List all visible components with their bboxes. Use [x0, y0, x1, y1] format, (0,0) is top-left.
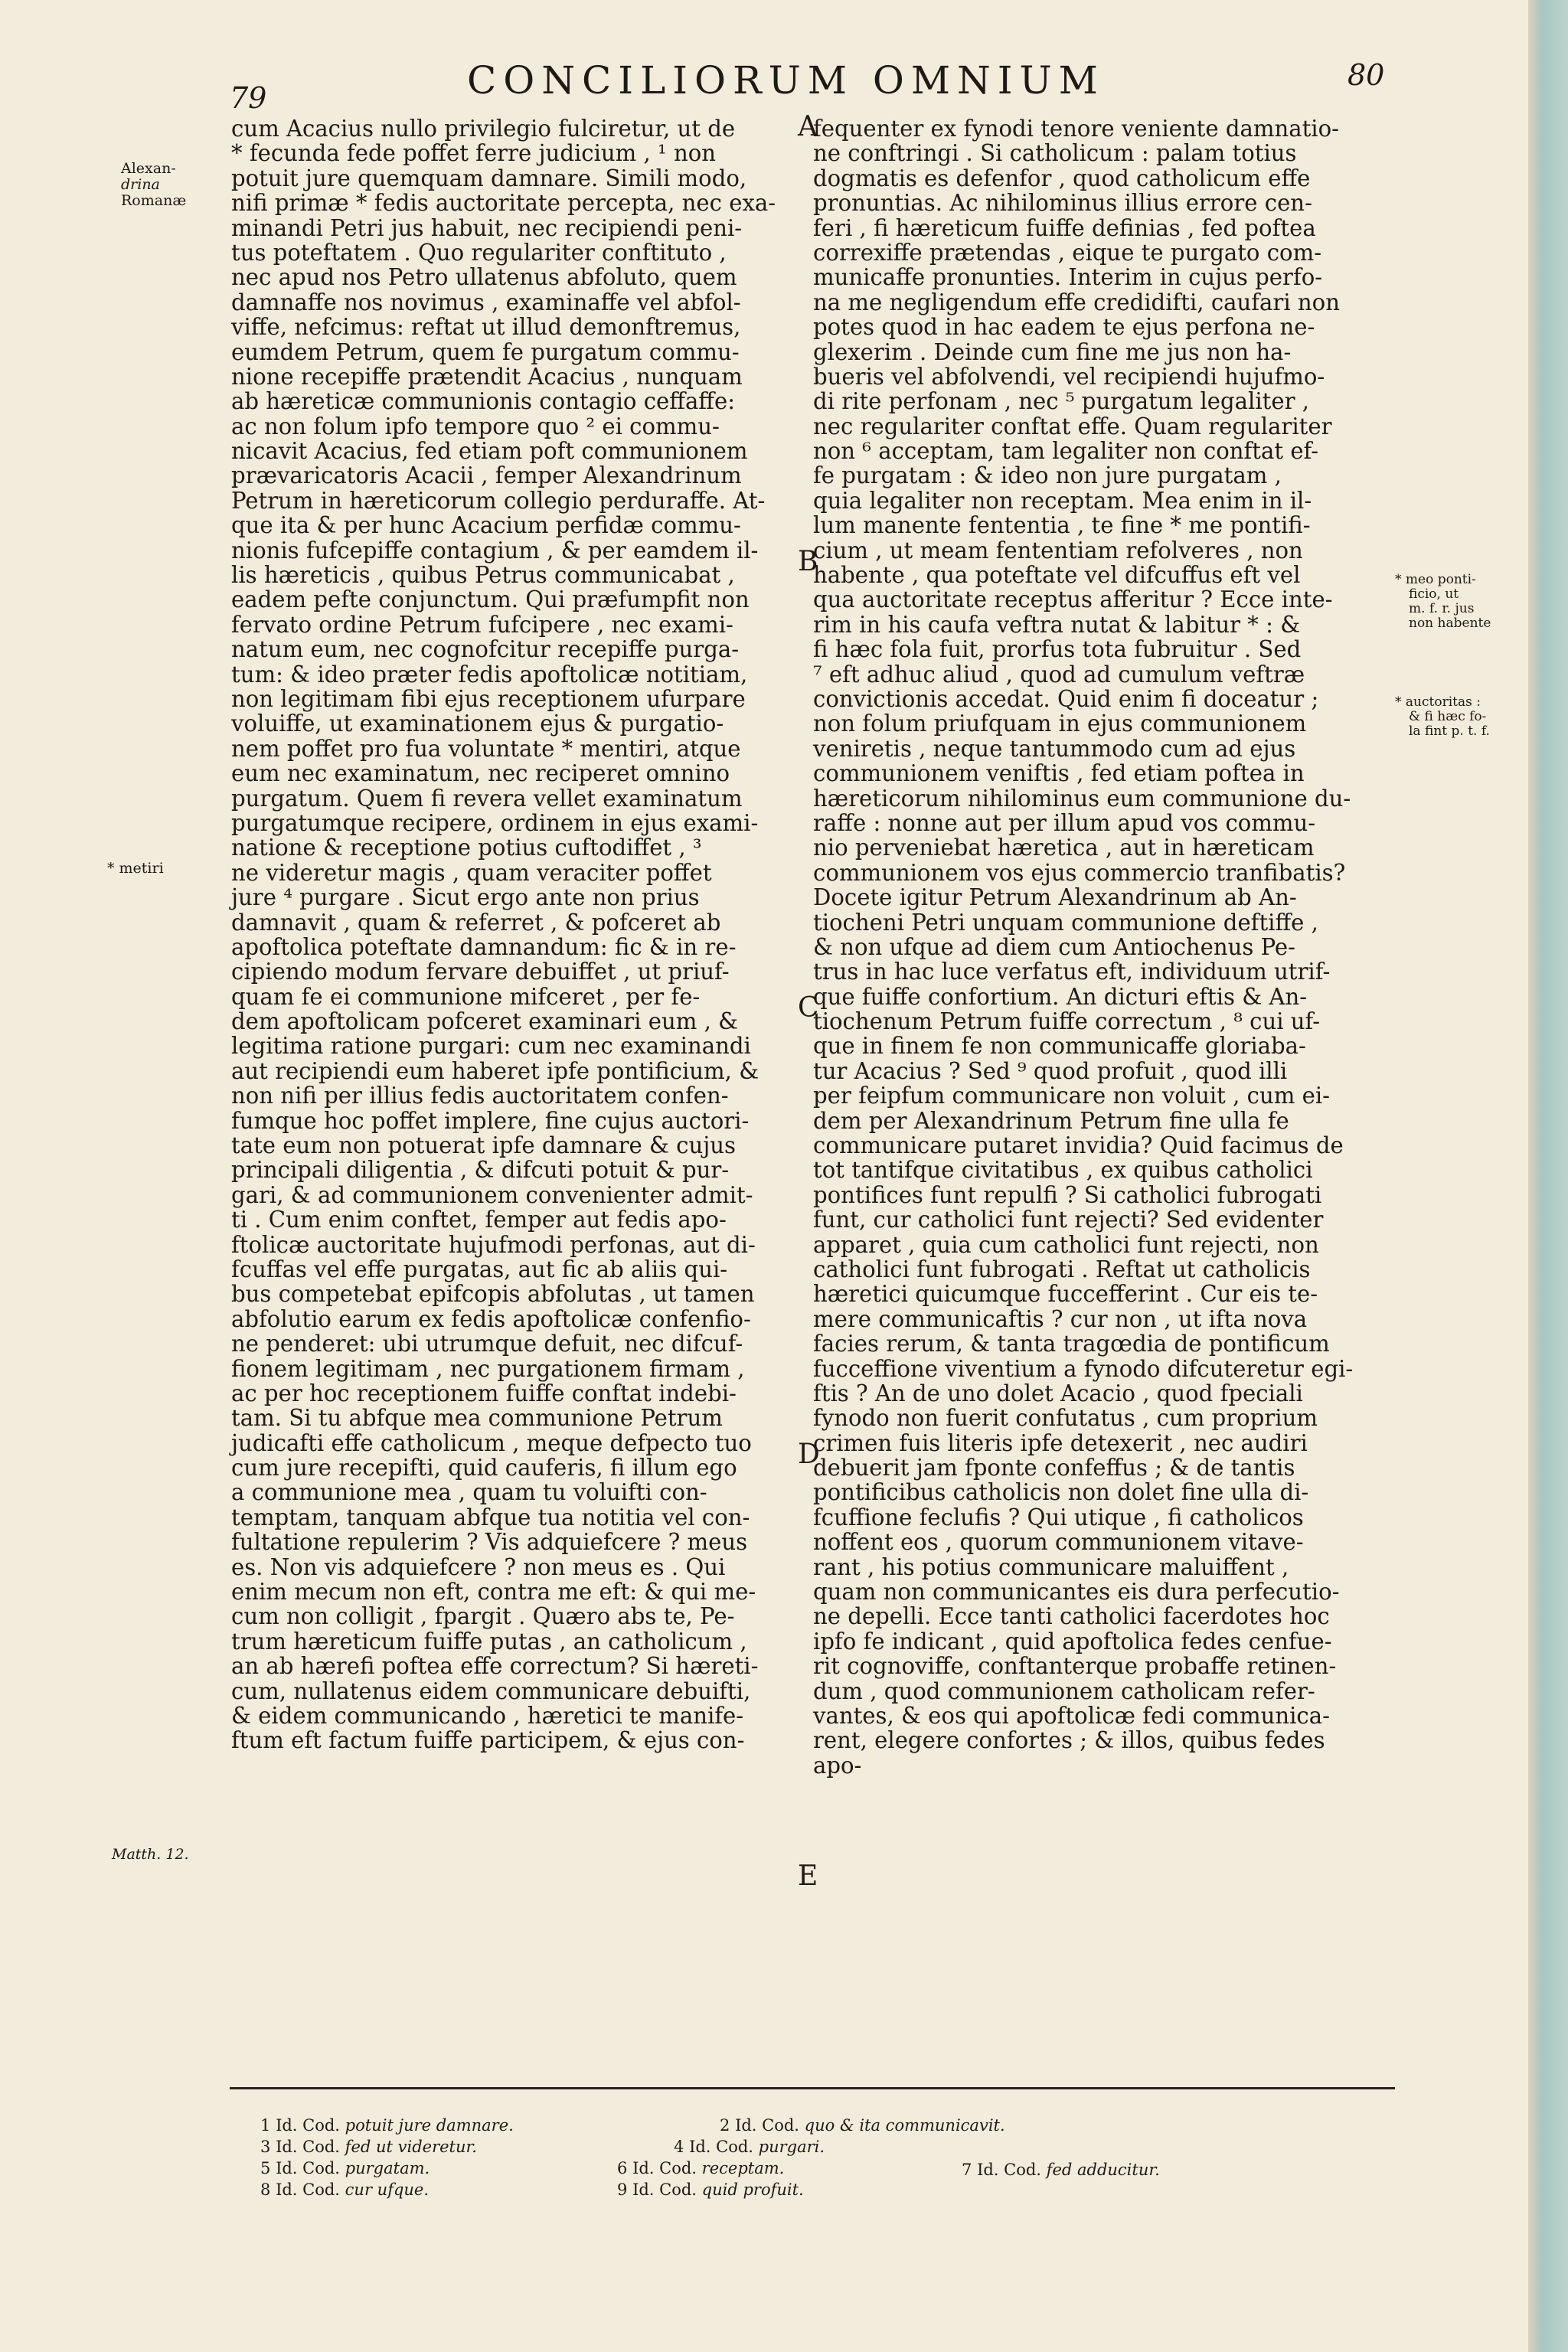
footnote-number: 9 — [617, 2180, 628, 2199]
margin-note-meo — [1395, 573, 1491, 631]
text-line: cum jure recepifti, quid cauferis, fi illum ego — [231, 1455, 737, 1481]
text-line: cum non colligit , fpargit . Quæro abs te, Pe- — [231, 1603, 735, 1630]
footnote-number: 1 — [260, 2116, 271, 2135]
footnote-number: 4 — [674, 2138, 684, 2156]
text-line: quam non communicantes eis dura perfecutio- — [813, 1579, 1340, 1606]
footnote-5 — [260, 2159, 430, 2177]
text-line: correxiffe prætendas , eique te purgato com- — [813, 239, 1322, 266]
section-marker-d: D — [798, 1439, 820, 1470]
text-line: cum Acacius nullo privilegio fulciretur, ut de — [231, 116, 736, 142]
text-line: damnaffe nos novimus , examinaffe vel abfol- — [231, 289, 741, 315]
text-line: eadem pefte conjunctum. Qui præfumpfit non — [231, 586, 750, 613]
text-line: tus poteftatem . Quo regulariter conftituto , — [231, 239, 727, 266]
text-line: fynodo non fuerit confutatus , cum proprium — [813, 1405, 1318, 1432]
text-line: bueris vel abfolvendi, vel recipiendi hujufmo- — [813, 363, 1325, 390]
footnote-label: Id. Cod. — [276, 2159, 340, 2177]
margin-note-line: la fint p. t. f. — [1409, 724, 1490, 739]
text-line: tam. Si tu abfque mea communione Petrum — [231, 1405, 723, 1432]
text-line: trus in hac luce verfatus eft, individuum utrif- — [813, 959, 1331, 985]
text-line: tiocheni Petri unquam communione deftiffe , — [813, 909, 1318, 936]
footnote-label: Id. Cod. — [632, 2159, 697, 2177]
text-line: eumdem Petrum, quem fe purgatum commu- — [231, 338, 740, 365]
text-line: es. Non vis adquiefcere ? non meus es . Qui — [231, 1553, 726, 1580]
text-line: nec regulariter conftat effe. Quam regulariter — [813, 413, 1332, 439]
text-line: communicare putaret invidia? Quid facimus de — [813, 1132, 1344, 1159]
text-line: fequenter ex fynodi tenore veniente damnatio- — [813, 116, 1339, 142]
text-line: pontifices funt repulfi ? Si catholici fubrogati — [813, 1181, 1322, 1208]
text-line: que in finem fe non communicaffe gloriaba- — [813, 1033, 1306, 1060]
text-line: mere communicaftis ? cur non , ut ifta nova — [813, 1305, 1308, 1332]
text-line: non legitimam fibi ejus receptionem ufurpare — [231, 685, 746, 712]
text-line: per feipfum communicare non voluit , cum ei- — [813, 1083, 1330, 1109]
text-line: judicafti effe catholicum , meque defpecto tuo — [231, 1429, 752, 1456]
text-line: apparet , quia cum catholici funt rejecti, non — [813, 1231, 1319, 1258]
footnote-text: purgari. — [758, 2138, 825, 2156]
footnote-9 — [617, 2180, 804, 2199]
footnote-4 — [674, 2138, 825, 2156]
text-line: temptam, tanquam abfque tua notitia vel con- — [231, 1504, 750, 1530]
text-line: nec apud nos Petro ullatenus abfoluto, quem — [231, 264, 737, 291]
text-line: di rite perfonam , nec ⁵ purgatum legaliter , — [813, 388, 1310, 415]
text-line: jure ⁴ purgare . Sicut ergo ante non prius — [231, 884, 700, 911]
footnote-8 — [260, 2180, 429, 2199]
text-line: dogmatis es defenfor , quod catholicum effe — [813, 165, 1311, 191]
text-line: lis hæreticis , quibus Petrus communicabat , — [231, 562, 735, 589]
margin-note-line: non habente — [1409, 616, 1491, 631]
text-line: quia legaliter non receptam. Mea enim in il- — [813, 487, 1312, 514]
text-line: fcuffione feclufis ? Qui utique , fi catholicos — [813, 1504, 1304, 1530]
text-line: bus competebat epifcopis abfolutas , ut tamen — [231, 1281, 755, 1308]
text-line: prævaricatoris Acacii , femper Alexandrinum — [231, 462, 742, 489]
section-marker-a: A — [798, 111, 818, 142]
margin-note-line: * auctoritas : — [1395, 694, 1481, 710]
margin-note-matth: Matth. 12. — [112, 1846, 189, 1863]
page-number-right: 80 — [1348, 58, 1385, 92]
footnote-3 — [260, 2138, 477, 2156]
text-line: ne conftringi . Si catholicum : palam totius — [813, 140, 1297, 167]
footnote-number: 6 — [617, 2159, 628, 2177]
footnote-text: receptam. — [701, 2159, 785, 2177]
margin-note-line: drina — [121, 176, 160, 193]
margin-note-line: m. f. r. jus — [1409, 601, 1475, 616]
footnote-number: 3 — [260, 2138, 271, 2156]
running-title: CONCILIORUM OMNIUM — [467, 58, 1105, 103]
text-line: catholici funt fubrogati . Reftat ut catholicis — [813, 1256, 1311, 1282]
text-line: a communione mea , quam tu voluifti con- — [231, 1479, 707, 1506]
text-line: apo- — [813, 1752, 862, 1779]
text-line: fucceffione viventium a fynodo difcuteretur egi- — [813, 1355, 1354, 1382]
text-line: enim mecum non eft, contra me eft: & qui me- — [231, 1579, 756, 1606]
text-line: quam fe ei communione mifceret , per fe- — [231, 983, 701, 1010]
text-line: purgatum. Quem fi revera vellet examinatum — [231, 785, 743, 812]
text-line: trum hæreticum fuiffe putas , an catholicum , — [231, 1628, 747, 1655]
text-line: ne videretur magis , quam veraciter poffet — [231, 859, 712, 886]
text-line: que fuiffe confortium. An dicturi eftis & An- — [813, 983, 1308, 1010]
text-line: crimen fuis literis ipfe detexerit , nec audiri — [813, 1429, 1308, 1456]
page-number-left: 79 — [230, 81, 267, 115]
text-line: fumque hoc poffet implere, fine cujus auctori- — [231, 1107, 750, 1134]
footnote-label: Id. Cod. — [977, 2161, 1041, 2179]
text-line: non nifi per illius fedis auctoritatem confen- — [231, 1083, 729, 1109]
text-line: communionem vos ejus commercio tranfibatis? — [813, 859, 1346, 886]
text-line: * fecunda fede poffet ferre judicium , ¹ non — [231, 140, 717, 167]
text-line: pronuntias. Ac nihilominus illius errore cen- — [813, 190, 1312, 217]
text-line: ne depelli. Ecce tanti catholici facerdotes hoc — [813, 1603, 1330, 1630]
text-line: que ita & per hunc Acacium perfidæ commu- — [231, 512, 741, 539]
text-line: abfolutio earum ex fedis apoftolicæ confenfio- — [231, 1305, 751, 1332]
margin-note-alexandrina — [121, 161, 186, 209]
text-line: veniretis , neque tantummodo cum ad ejus — [813, 735, 1296, 762]
text-line: ac non folum ipfo tempore quo ² ei commu- — [231, 413, 720, 439]
text-line: hæretici quicumque fuccefferint . Cur eis te- — [813, 1281, 1318, 1308]
text-line: dem apoftolicam pofceret examinari eum , & — [231, 1008, 739, 1035]
text-line: nem poffet pro fua voluntate * mentiri, atque — [231, 735, 741, 762]
margin-note-line: Romanæ — [121, 192, 187, 209]
text-line: fe purgatam : & ideo non jure purgatam , — [813, 462, 1282, 489]
text-line: ⁷ eft adhuc aliud , quod ad cumulum veftræ — [813, 661, 1305, 688]
text-line: pontificibus catholicis non dolet fine ulla di- — [813, 1479, 1309, 1506]
left-column — [231, 116, 813, 1753]
text-line: legitima ratione purgari: cum nec examinandi — [231, 1033, 751, 1060]
text-line: fionem legitimam , nec purgationem firmam , — [231, 1355, 745, 1382]
text-line: cipiendo modum fervare debuiffet , ut priuf- — [231, 959, 730, 985]
footnote-1 — [260, 2116, 514, 2135]
footnote-number: 8 — [260, 2180, 271, 2199]
text-line: Petrum in hæreticorum collegio perduraffe. At- — [231, 487, 766, 514]
footnote-label: Id. Cod. — [276, 2138, 340, 2156]
footnote-number: 2 — [720, 2116, 730, 2135]
text-line: potuit jure quemquam damnare. Simili modo, — [231, 165, 747, 191]
text-line: funt, cur catholici funt rejecti? Sed evidenter — [813, 1207, 1324, 1233]
text-line: glexerim . Deinde cum fine me jus non ha- — [813, 338, 1292, 365]
text-line: qua auctoritate receptus afferitur ? Ecce inte- — [813, 586, 1333, 613]
text-line: viffe, nefcimus: reftat ut illud demonftremus, — [231, 314, 741, 341]
text-line: ab hæreticæ communionis contagio ceffaffe: — [231, 388, 736, 415]
text-line: cum, nullatenus eidem communicare debuifti, — [231, 1677, 751, 1704]
section-marker-c: C — [798, 992, 819, 1024]
text-line: na me negligendum effe credidifti, caufari non — [813, 289, 1340, 315]
text-line: ipfo fe indicant , quid apoftolica fedes cenfue- — [813, 1628, 1332, 1655]
text-line: tum: & ideo præter fedis apoftolicæ notitiam, — [231, 661, 748, 688]
text-line: tur Acacius ? Sed ⁹ quod profuit , quod illi — [813, 1057, 1288, 1084]
text-line: debuerit jam fponte confeffus ; & de tantis — [813, 1455, 1295, 1481]
text-line: natum eum, nec cognofcitur recepiffe purga- — [231, 636, 740, 663]
text-line: convictionis accedat. Quid enim fi doceatur ; — [813, 685, 1319, 712]
text-line: fultatione repulerim ? Vis adquiefcere ? meus — [231, 1529, 748, 1556]
text-line: ti . Cum enim conftet, femper aut fedis apo- — [231, 1207, 727, 1233]
text-line: nicavit Acacius, fed etiam poft communionem — [231, 438, 748, 465]
text-line: municaffe pronunties. Interim in cujus perfo- — [813, 264, 1323, 291]
text-line: nio perveniebat hæretica , aut in hæreticam — [813, 835, 1315, 861]
right-column — [813, 116, 1395, 1778]
text-line: ne penderet: ubi utrumque defuit, nec difcuf- — [231, 1331, 743, 1357]
margin-note-line: * meo ponti- — [1395, 572, 1476, 587]
text-line: principali diligentia , & difcuti potuit & pur- — [231, 1157, 730, 1184]
text-line: noffent eos , quorum communionem vitave- — [813, 1529, 1304, 1556]
section-marker-b: B — [798, 546, 818, 577]
text-line: raffe : nonne aut per illum apud vos commu- — [813, 809, 1316, 836]
text-line: non folum priufquam in ejus communionem — [813, 710, 1307, 737]
margin-note-auctoritas — [1395, 695, 1490, 739]
text-line: fi hæc fola fuit, prorfus tota fubruitur . Sed — [813, 636, 1302, 663]
margin-note-metiri: * metiri — [107, 860, 164, 877]
text-line: & non ufque ad diem cum Antiochenus Pe- — [813, 933, 1295, 960]
footnote-number: 5 — [260, 2159, 271, 2177]
footnote-text: quo & ita communicavit. — [804, 2116, 1005, 2135]
text-line: habente , qua poteftate vel difcuffus eft vel — [813, 562, 1301, 589]
text-line: apoftolica poteftate damnandum: fic & in re- — [231, 933, 737, 960]
page-header — [0, 52, 1528, 113]
footnote-text: cur ufque. — [345, 2180, 430, 2199]
text-line: non ⁶ acceptam, tam legaliter non conftat ef- — [813, 438, 1319, 465]
text-line: potes quod in hac eadem te ejus perfona ne- — [813, 314, 1315, 341]
text-line: damnavit , quam & referret , & pofceret ab — [231, 909, 721, 936]
footnote-text: quid profuit. — [701, 2180, 804, 2199]
text-line: fervato ordine Petrum fufcipere , nec exami- — [231, 611, 733, 638]
text-line: ac per hoc receptionem fuiffe conftat indebi- — [231, 1380, 737, 1406]
text-line: minandi Petri jus habuit, nec recipiendi peni- — [231, 214, 743, 241]
text-line: ftolicæ auctoritate hujufmodi perfonas, aut di- — [231, 1231, 756, 1258]
text-line: ftum eft factum fuiffe participem, & ejus con- — [231, 1727, 745, 1754]
footnote-7 — [962, 2161, 1160, 2179]
margin-note-line: & fi hæc fo- — [1409, 709, 1487, 724]
text-line: aut recipiendi eum haberet ipfe pontificium, & — [231, 1057, 760, 1084]
footnote-6 — [617, 2159, 784, 2177]
text-line: nione recepiffe prætendit Acacius , nunquam — [231, 363, 743, 390]
text-line: rit cognoviffe, conftanterque probaffe retinen- — [813, 1653, 1337, 1680]
footnote-number: 7 — [962, 2161, 972, 2179]
text-line: tiochenum Petrum fuiffe correctum , ⁸ cui uf- — [813, 1008, 1321, 1035]
text-line: ftis ? An de uno dolet Acacio , quod fpeciali — [813, 1380, 1303, 1406]
text-line: voluiffe, ut examinationem ejus & purgatio- — [231, 710, 724, 737]
text-line: dum , quod communionem catholicam refer- — [813, 1677, 1315, 1704]
text-line: nifi primæ * fedis auctoritate percepta, nec exa- — [231, 190, 776, 217]
margin-note-line: ficio, ut — [1409, 586, 1459, 602]
text-line: purgatumque recipere, ordinem in ejus exami- — [231, 809, 759, 836]
text-line: & eidem communicando , hæretici te manife- — [231, 1703, 744, 1729]
text-line: rent, elegere confortes ; & illos, quibus fedes — [813, 1727, 1325, 1754]
footnote-text: fed adducitur. — [1046, 2161, 1160, 2179]
text-line: Docete igitur Petrum Alexandrinum ab An- — [813, 884, 1297, 911]
text-line: rim in his caufa veftra nutat & labitur * : & — [813, 611, 1301, 638]
text-line: vantes, & eos qui apoftolicæ fedi communica- — [813, 1703, 1330, 1729]
text-line: an ab hærefi poftea effe correctum? Si hæreti- — [231, 1653, 759, 1680]
text-line: hæreticorum nihilominus eum communione du- — [813, 785, 1351, 812]
footnote-2 — [720, 2116, 1005, 2135]
footnote-label: Id. Cod. — [276, 2180, 340, 2199]
text-line: feri , fi hæreticum fuiffe definias , fed poftea — [813, 214, 1316, 241]
text-line: cium , ut meam fententiam refolveres , non — [813, 537, 1303, 564]
text-line: fcuffas vel effe purgatas, aut fic ab aliis qui- — [231, 1256, 728, 1282]
footnote-rule — [230, 2087, 1395, 2089]
text-line: facies rerum, & tanta tragœdia de pontificum — [813, 1331, 1330, 1357]
text-line: eum nec examinatum, nec reciperet omnino — [231, 760, 730, 787]
text-line: nionis fufcepiffe contagium , & per eamdem il- — [231, 537, 759, 564]
footnote-label: Id. Cod. — [689, 2138, 753, 2156]
footnote-label: Id. Cod. — [632, 2180, 697, 2199]
text-line: natione & receptione potius cuftodiffet , ³ — [231, 835, 702, 861]
text-line: tot tantifque civitatibus , ex quibus catholici — [813, 1157, 1313, 1184]
text-line: lum manente fententia , te fine * me pontifi- — [813, 512, 1311, 539]
footnote-text: fed ut videretur. — [345, 2138, 477, 2156]
section-marker-e: E — [798, 1860, 818, 1892]
margin-note-line: Alexan- — [121, 160, 176, 177]
footnote-label: Id. Cod. — [276, 2116, 340, 2135]
text-line: communionem veniftis , fed etiam poftea in — [813, 760, 1305, 787]
text-line: tate eum non potuerat ipfe damnare & cujus — [231, 1132, 736, 1159]
footnote-text: potuit jure damnare. — [345, 2116, 514, 2135]
footnote-label: Id. Cod. — [735, 2116, 799, 2135]
text-line: dem per Alexandrinum Petrum fine ulla fe — [813, 1107, 1289, 1134]
text-line: gari, & ad communionem convenienter admit- — [231, 1181, 753, 1208]
footnote-text: purgatam. — [345, 2159, 430, 2177]
facing-page-edge — [1528, 0, 1568, 2352]
text-line: rant , his potius communicare maluiffent , — [813, 1553, 1289, 1580]
